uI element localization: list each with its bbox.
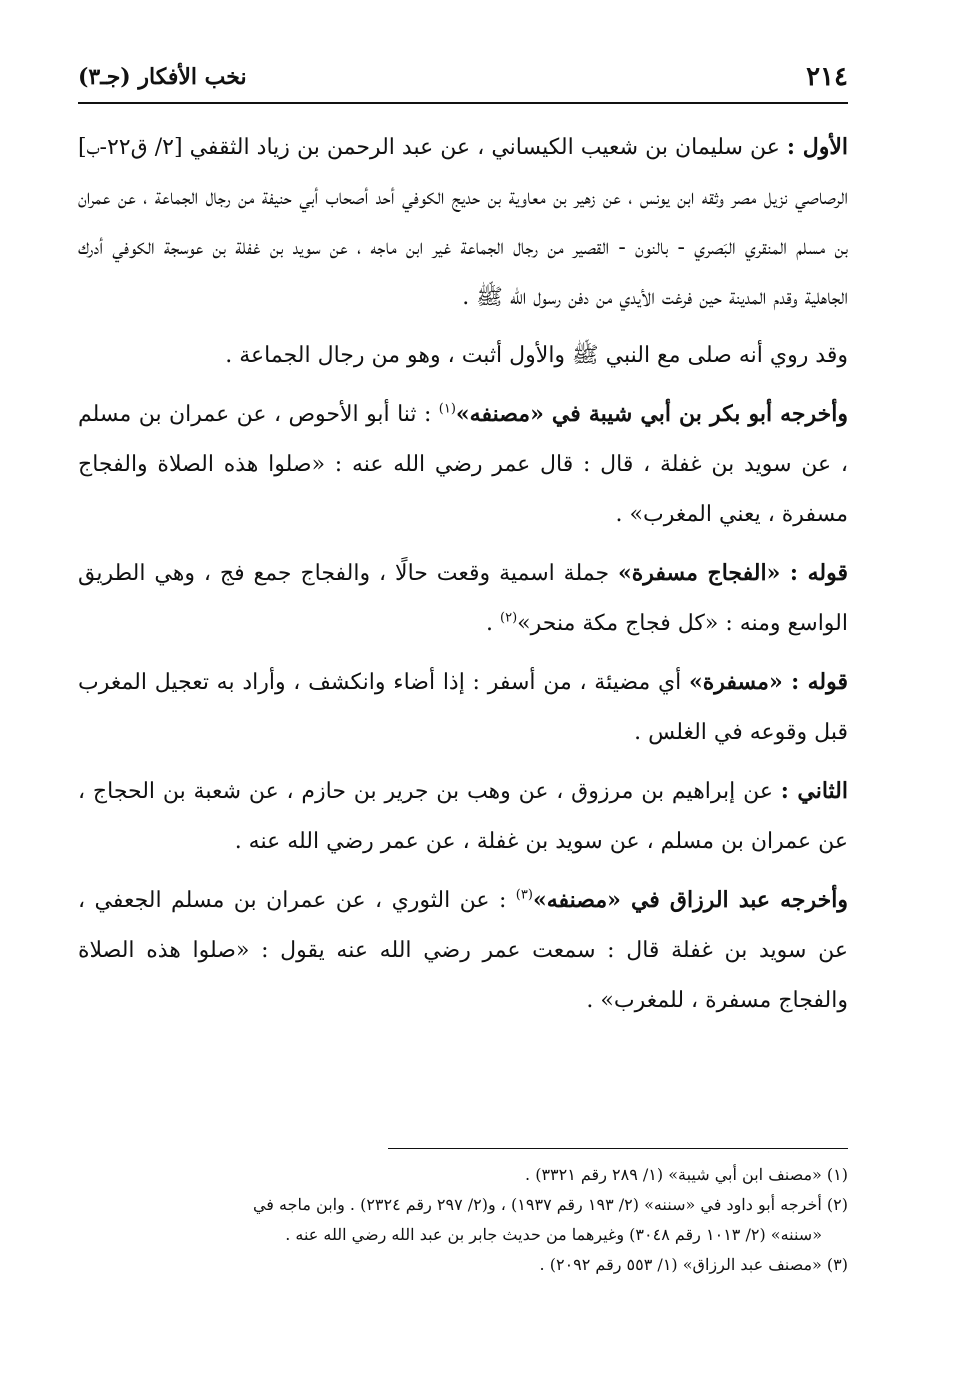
paragraph-text: عن سليمان بن شعيب الكيساني ، عن عبد الرحمن بن زياد الثقفي [٢/ ق٢٢-ب] الرصاصي نزيل مصر وثقه ابن يونس ، عن زهير بن معاوية بن حديج الكوفي أحد أصحاب أبي حنيفة من رجال الجماعة ، عن عمران بن مسلم المنقري البَصري - بالنون - القصير من رجال الجماعة غير ابن ماجه ، عن سويد بن غفلة بن عوسجة الكوفي أدرك الجاهلية وقدم المدينة حين فرغت الأيدي من دفن رسول الله ﷺ . [78,135,848,310]
footnote-rule [388,1148,848,1149]
paragraph-text: عن إبراهيم بن مرزوق ، عن وهب بن جرير بن حازم ، عن شعبة بن الحجاج ، عن عمران بن مسلم ، عن سويد بن غفلة ، عن عمر رضي الله عنه . [78,779,848,854]
footnote: (١) «مصنف ابن أبي شيبة» (١/ ٢٨٩ رقم ٣٣٢١) . [525,1165,848,1184]
paragraph-lead: وأخرجه أبو بكر بن أبي شيبة في «مصنفه» [455,401,848,427]
paragraph-lead: قوله : «مسفرة» [689,669,848,695]
paragraph-tail: . [486,611,501,636]
page-number: ٢١٤ [806,62,848,92]
paragraph-lead: وأخرجه عبد الرزاق في «مصنفه» [532,887,849,913]
paragraph [78,875,848,1026]
paragraph [78,548,848,649]
footnotes [78,1160,848,1280]
footnote-continuation: «سننه» (٢/ ١٠١٣ رقم ٣٠٤٨) وغيرهما من حديث جابر بن عبد الله رضي الله عنه . [285,1225,822,1244]
footnote-marker: (١) [438,401,456,417]
paragraph [78,389,848,540]
paragraph-text: : عن الثوري ، عن عمران بن مسلم الجعفي ، عن سويد بن غفلة قال : سمعت عمر رضي الله عنه يقول : «صلوا هذه الصلاة والفجاج مسفرة ، للمغرب» . [78,888,848,1013]
page-header [78,62,848,98]
paragraph [78,766,848,867]
footnote-marker: (٢) [500,610,518,626]
running-title: نخب الأفكار (جـ٣) [78,64,247,90]
paragraph-text: وقد روي أنه صلى مع النبي ﷺ والأول أثبت ، وهو من رجال الجماعة . [225,343,848,368]
paragraph-text: أي مضيئة ، من أسفر : إذا أضاء وانكشف ، وأراد به تعجيل المغرب قبل وقوعه في الغلس . [78,670,848,745]
paragraph [78,331,848,381]
book-page [78,0,848,1381]
paragraph-lead: الأول : [786,134,848,160]
footnote: (٢) أخرجه أبو داود في «سننه» (٢/ ١٩٣ رقم ١٩٣٧) ، و(٢/ ٢٩٧ رقم ٢٣٢٤) . وابن ماجه في [252,1195,848,1214]
paragraph-lead: الثاني : [780,778,848,804]
header-rule [78,102,848,104]
paragraph [78,122,848,323]
paragraph-text: جملة اسمية وقعت حالًا ، والفجاج جمع فج ، وهي الطريق الواسع ومنه : «كل فجاج مكة منحر» [78,561,848,636]
paragraph [78,657,848,758]
footnote: (٣) «مصنف عبد الرزاق» (١/ ٥٥٣ رقم ٢٠٩٢) . [539,1255,848,1274]
footnote-marker: (٣) [515,887,533,903]
main-text [78,122,848,1034]
paragraph-lead: قوله : «الفجاج مسفرة» [618,560,848,586]
paragraph-text: : ثنا أبو الأحوص ، عن عمران بن مسلم ، عن سويد بن غفلة ، قال : قال عمر رضي الله عنه : «صلوا هذه الصلاة والفجاج مسفرة ، يعني المغرب» . [78,402,848,527]
